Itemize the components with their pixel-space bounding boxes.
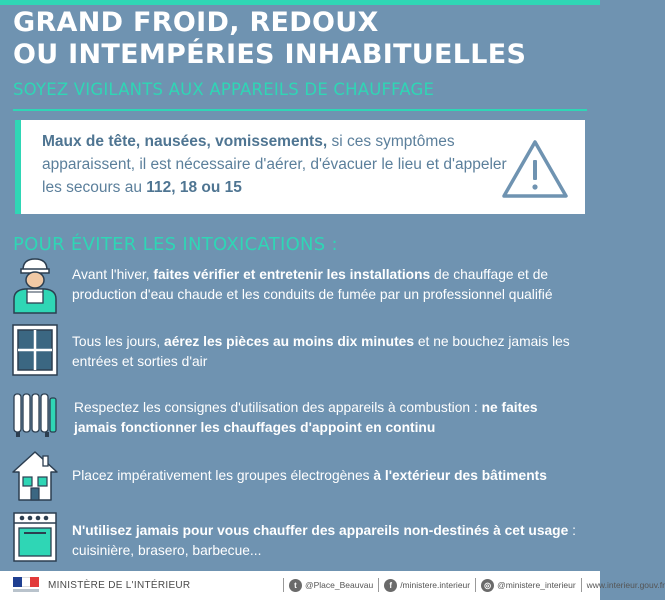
title-line-1: GRAND FROID, REDOUX — [13, 7, 379, 38]
prevention-heading: POUR ÉVITER LES INTOXICATIONS : — [13, 234, 338, 255]
window-icon — [10, 322, 60, 378]
text-part: Placez impérativement les groupes électrogènes — [72, 468, 374, 483]
radiator-icon — [10, 385, 60, 441]
separator — [475, 578, 476, 592]
ventilation-text — [72, 332, 572, 372]
facebook-link[interactable]: /ministere.interieur — [400, 580, 471, 590]
prevention-item-ventilation — [10, 322, 590, 378]
twitter-icon: t — [289, 579, 302, 592]
facebook-icon: f — [384, 579, 397, 592]
text-emphasis: faites vérifier et entretenir les installations — [153, 267, 431, 282]
house-icon — [10, 448, 60, 504]
separator — [581, 578, 582, 592]
twitter-link[interactable]: @Place_Beauvau — [305, 580, 374, 590]
social-links — [278, 578, 665, 592]
stove-icon — [10, 509, 60, 565]
warning-triangle-icon — [499, 136, 571, 202]
combustion-text — [74, 398, 579, 438]
technician-icon — [10, 255, 60, 315]
text-emphasis: N'utilisez jamais pour vous chauffer des appareils non-destinés à cet usage — [72, 523, 569, 538]
generators-text — [72, 466, 587, 486]
republique-francaise-logo — [13, 577, 39, 587]
prevention-item-maintenance — [10, 255, 590, 315]
text-emphasis: à l'extérieur des bâtiments — [373, 468, 547, 483]
appliances-text — [72, 521, 587, 561]
text-emphasis: ne faites jamais fonctionner les chauffages d'appoint en continu — [74, 400, 538, 435]
website-link[interactable]: www.interieur.gouv.fr — [586, 580, 665, 590]
alert-body: si ces symptômes apparaissent, il est nécessaire d'aérer, d'évacuer le lieu et d'appeler les secours au — [42, 133, 507, 196]
alert-accent — [15, 120, 21, 214]
symptoms-alert-box — [15, 120, 585, 214]
alert-symptoms: Maux de tête, nausées, vomissements, — [42, 133, 328, 150]
footer — [0, 571, 665, 600]
header-divider — [13, 109, 587, 111]
prevention-item-combustion — [10, 385, 590, 441]
prevention-item-generators — [10, 448, 590, 504]
prevention-item-appliances — [10, 509, 590, 565]
text-emphasis: aérez les pièces au moins dix minutes — [164, 334, 415, 349]
logo-caption-line — [13, 589, 39, 592]
text-part: : cuisinière, brasero, barbecue... — [72, 523, 576, 558]
text-part: de chauffage et de production d'eau chaude et les conduits de fumée par un professionnel qualifié — [72, 267, 553, 302]
maintenance-text — [72, 265, 587, 305]
page-subtitle: SOYEZ VIGILANTS AUX APPAREILS DE CHAUFFAGE — [13, 80, 435, 99]
text-part: Avant l'hiver, — [72, 267, 154, 282]
title-line-2: OU INTEMPÉRIES INHABITUELLES — [13, 39, 527, 70]
top-accent-bar — [0, 0, 600, 5]
ministry-name: MINISTÈRE DE L'INTÉRIEUR — [48, 580, 191, 591]
separator — [378, 578, 379, 592]
instagram-icon: ◎ — [481, 579, 494, 592]
separator — [283, 578, 284, 592]
emergency-numbers: 112, 18 ou 15 — [146, 179, 242, 196]
page-title — [13, 7, 526, 71]
text-part: Respectez les consignes d'utilisation des appareils à combustion : — [74, 400, 482, 415]
text-part: et ne bouchez jamais les entrées et sorties d'air — [72, 334, 570, 369]
text-part: Tous les jours, — [72, 334, 165, 349]
instagram-link[interactable]: @ministere_interieur — [497, 580, 576, 590]
alert-text — [42, 130, 507, 199]
